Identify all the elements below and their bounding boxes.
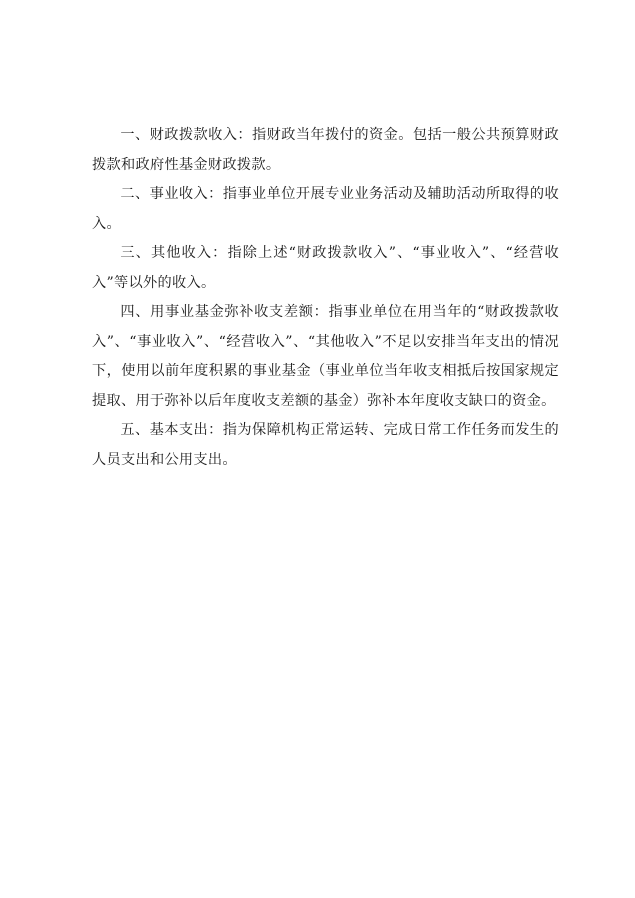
document-body <box>92 121 559 475</box>
paragraph-other-income: 三、其他收入：指除上述“财政拨款收入”、“事业收入”、“经营收入”等以外的收入。 <box>92 245 559 291</box>
paragraph-fiscal-appropriation-income: 一、财政拨款收入：指财政当年拨付的资金。包括一般公共预算财政拨款和政府性基金财政拨款。 <box>92 127 559 173</box>
paragraph-business-fund-offset: 四、用事业基金弥补收支差额：指事业单位在用当年的“财政拨款收入”、“事业收入”、“经营收入”、“其他收入”不足以安排当年支出的情况下，使用以前年度积累的事业基金（事业单位当年收支相抵后按国家规定提取、用于弥补以后年度收支差额的基金）弥补本年度收支缺口的资金。 <box>92 304 559 409</box>
paragraph-business-income: 二、事业收入：指事业单位开展专业业务活动及辅助活动所取得的收入。 <box>92 186 559 232</box>
paragraph-basic-expenditure: 五、基本支出：指为保障机构正常运转、完成日常工作任务而发生的人员支出和公用支出。 <box>92 422 559 468</box>
